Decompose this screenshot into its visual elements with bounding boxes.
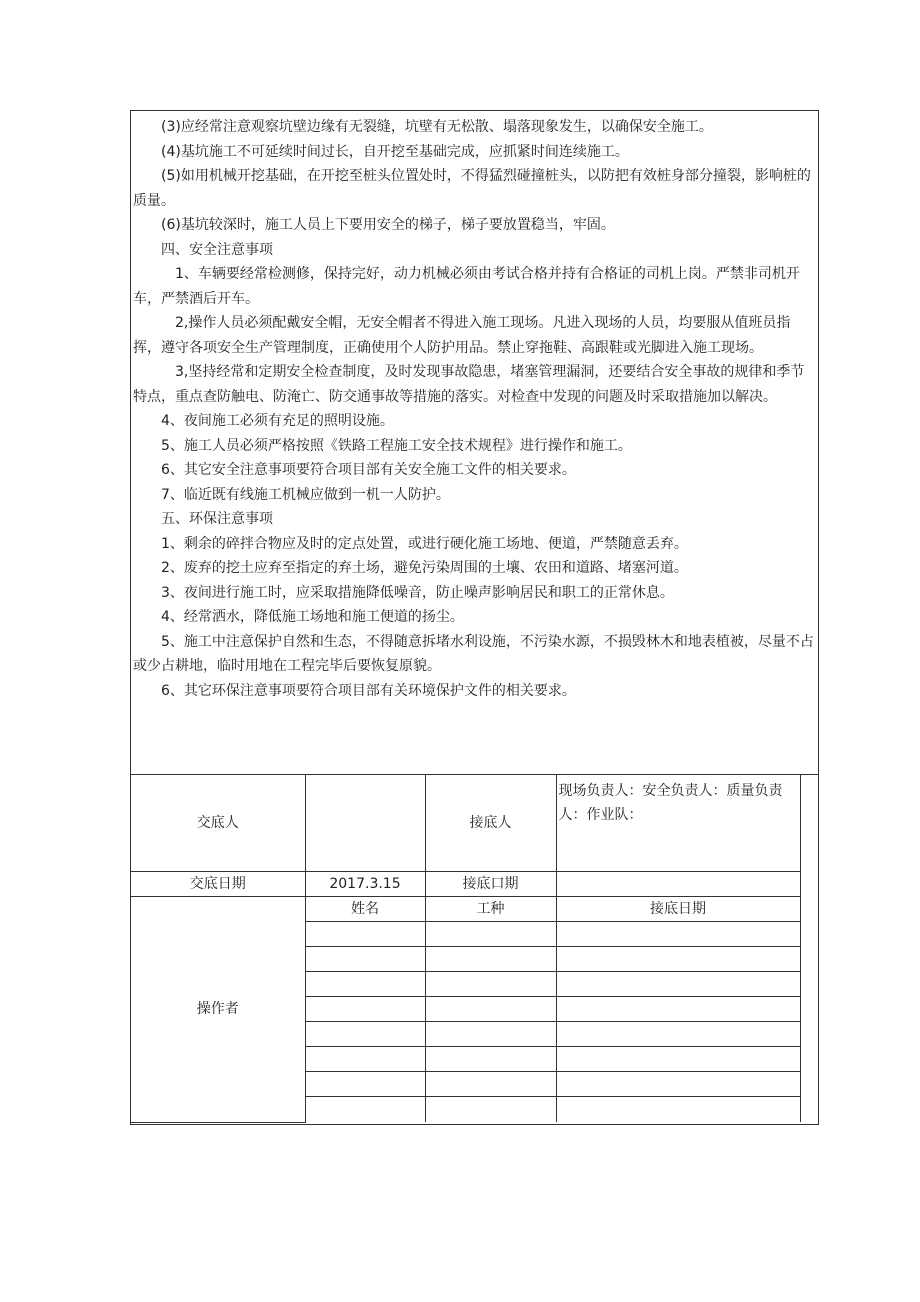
operator-trade-cell <box>425 1021 556 1046</box>
paragraph-safety-2: 2,操作人员必须配戴安全帽，无安全帽者不得进入施工现场。凡进入现场的人员，均要服从值班员指挥，遵守各项安全生产管理制度，正确使用个人防护用品。禁止穿拖鞋、高跟鞋或光脚进入施工现场。 <box>133 315 791 356</box>
operator-name-cell <box>305 1096 425 1122</box>
paragraph-foundation-3: (3)应经常注意观察坑壁边缘有无裂缝，坑壁有无松散、塌落现象发生，以确保安全施工。 <box>161 119 713 135</box>
paragraph-env-4: 4、经常洒水，降低施工场地和施工便道的扬尘。 <box>161 609 464 625</box>
paragraph-safety-6: 6、其它安全注意事项要符合项目部有关安全施工文件的相关要求。 <box>161 462 576 478</box>
column-header-name: 姓名 <box>305 896 425 921</box>
paragraph-safety-1: 1、车辆要经常检测修，保持完好，动力机械必须由考试合格并持有合格证的司机上岗。严禁非司机开车，严禁酒后开车。 <box>133 266 800 307</box>
paragraph-safety-4: 4、夜间施工必须有充足的照明设施。 <box>161 413 394 429</box>
operator-date-cell <box>556 996 800 1021</box>
paragraph-foundation-4: (4)基坑施工不可延续时间过长，自开挖至基础完成，应抓紧时间连续施工。 <box>161 143 629 160</box>
operator-name-cell <box>305 921 425 946</box>
date-row <box>131 871 800 896</box>
operator-name-cell <box>305 971 425 996</box>
operator-trade-cell <box>425 946 556 971</box>
operator-trade-cell <box>425 996 556 1021</box>
operator-date-cell <box>556 1096 800 1122</box>
paragraph-env-3: 3、夜间进行施工时，应采取措施降低噪音，防止噪声影响居民和职工的正常休息。 <box>161 584 674 601</box>
responsible-persons: 现场负责人：安全负责人：质量负责人：作业队： <box>556 775 800 871</box>
paragraph-env-2: 2、废弃的挖土应弃至指定的弃土场，避免污染周围的土壤、农田和道路、堵塞河道。 <box>161 560 688 576</box>
handover-date-label: 交底日期 <box>131 871 305 896</box>
operator-date-cell <box>556 1021 800 1046</box>
paragraph-safety-7: 7、临近既有线施工机械应做到一机一人防护。 <box>161 486 450 503</box>
paragraph-env-1: 1、剩余的碎拌合物应及时的定点处置，或进行硬化施工场地、便道，严禁随意丢弃。 <box>161 535 688 552</box>
receive-date-label: 接底口期 <box>425 871 556 896</box>
operator-name-cell <box>305 1071 425 1096</box>
document-page <box>130 110 819 1125</box>
paragraph-env-5: 5、施工中注意保护自然和生态，不得随意拆堵水利设施，不污染水源，不损毁林木和地表植被，尽量不占或少占耕地，临时用地在工程完毕后要恢复原貌。 <box>133 633 814 674</box>
operator-trade-cell <box>425 921 556 946</box>
column-header-trade: 工种 <box>425 896 556 921</box>
operator-date-cell <box>556 1046 800 1071</box>
paragraph-env-6: 6、其它环保注意事项要符合项目部有关环境保护文件的相关要求。 <box>161 682 576 699</box>
signoff-table-area <box>131 774 818 1125</box>
receiver-label: 接底人 <box>425 775 556 871</box>
column-header-receive-date: 接底日期 <box>556 896 800 921</box>
operator-label: 操作者 <box>131 896 305 1122</box>
operator-date-cell <box>556 946 800 971</box>
paragraph-foundation-6: (6)基坑较深时，施工人员上下要用安全的梯子，梯子要放置稳当，牢固。 <box>161 217 615 233</box>
operator-date-cell <box>556 1071 800 1096</box>
operator-date-cell <box>556 971 800 996</box>
section-heading-safety: 四、安全注意事项 <box>161 241 273 258</box>
section-heading-environment: 五、环保注意事项 <box>161 511 273 527</box>
handover-person-label: 交底人 <box>131 775 305 871</box>
operator-trade-cell <box>425 1046 556 1071</box>
receive-date-value <box>556 871 800 896</box>
signoff-table <box>131 775 801 1123</box>
operator-trade-cell <box>425 1071 556 1096</box>
operator-header-row <box>131 896 800 921</box>
handover-row <box>131 775 800 871</box>
operator-name-cell <box>305 1021 425 1046</box>
operator-trade-cell <box>425 971 556 996</box>
operator-trade-cell <box>425 1096 556 1122</box>
operator-name-cell <box>305 1046 425 1071</box>
paragraph-foundation-5: (5)如用机械开挖基础，在开挖至桩头位置处时，不得猛烈碰撞桩头，以防把有效桩身部分撞裂，影响桩的质量。 <box>133 168 811 209</box>
handover-date-value: 2017.3.15 <box>305 871 425 896</box>
handover-person-value <box>305 775 425 871</box>
operator-date-cell <box>556 921 800 946</box>
document-body <box>131 111 818 703</box>
paragraph-safety-5: 5、施工人员必须严格按照《铁路工程施工安全技术规程》进行操作和施工。 <box>161 437 632 454</box>
paragraph-safety-3: 3,坚持经常和定期安全检查制度，及时发现事故隐患，堵塞管理漏洞，还要结合安全事故的规律和季节特点，重点查防触电、防淹亡、防交通事故等措施的落实。对检查中发现的问题及时采取措施加以解决。 <box>133 364 805 405</box>
operator-name-cell <box>305 946 425 971</box>
operator-name-cell <box>305 996 425 1021</box>
